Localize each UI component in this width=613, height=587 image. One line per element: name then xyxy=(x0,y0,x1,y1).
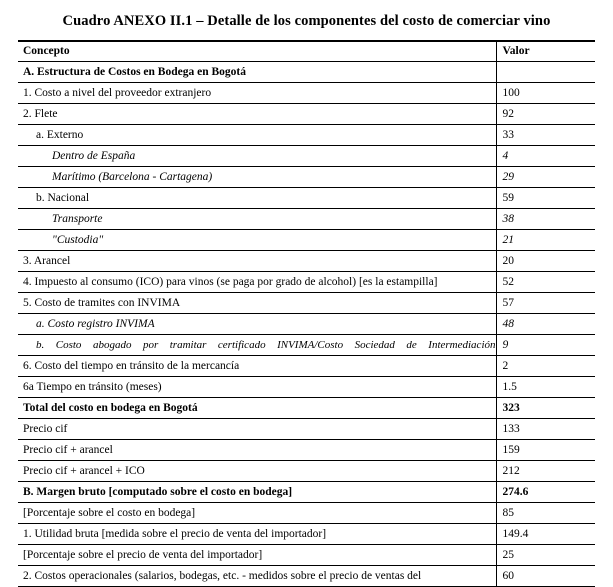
table-row xyxy=(18,146,595,167)
cell-valor: 100 xyxy=(496,83,595,104)
cell-concepto: b. Costo abogado por tramitar certificado INVIMA/Costo Sociedad de Intermediación xyxy=(18,335,496,356)
table-row xyxy=(18,377,595,398)
cell-concepto: a. Costo registro INVIMA xyxy=(18,314,496,335)
table-row xyxy=(18,461,595,482)
cell-concepto: 6a Tiempo en tránsito (meses) xyxy=(18,377,496,398)
cell-valor: 85 xyxy=(496,503,595,524)
cell-valor: 1.5 xyxy=(496,377,595,398)
cell-valor: 21 xyxy=(496,230,595,251)
table-row xyxy=(18,125,595,146)
cell-valor: 149.4 xyxy=(496,524,595,545)
table-row xyxy=(18,314,595,335)
cell-concepto: 2. Flete xyxy=(18,104,496,125)
cell-concepto: Transporte xyxy=(18,209,496,230)
cell-valor: 133 xyxy=(496,419,595,440)
cell-concepto: Precio cif + arancel xyxy=(18,440,496,461)
cell-valor: 38 xyxy=(496,209,595,230)
cell-concepto: "Custodia" xyxy=(18,230,496,251)
cell-concepto: [Porcentaje sobre el costo en bodega] xyxy=(18,503,496,524)
cell-valor: 60 xyxy=(496,566,595,587)
cell-concepto: 6. Costo del tiempo en tránsito de la mercancía xyxy=(18,356,496,377)
table-row xyxy=(18,440,595,461)
cell-valor xyxy=(496,62,595,83)
table-row xyxy=(18,419,595,440)
table-row xyxy=(18,524,595,545)
cell-valor: 2 xyxy=(496,356,595,377)
table-row xyxy=(18,251,595,272)
cell-concepto: 5. Costo de tramites con INVIMA xyxy=(18,293,496,314)
table-row xyxy=(18,83,595,104)
cell-valor: 59 xyxy=(496,188,595,209)
table-row xyxy=(18,188,595,209)
cell-valor: 33 xyxy=(496,125,595,146)
table-row xyxy=(18,356,595,377)
table-header-row xyxy=(18,41,595,62)
cell-concepto: 1. Costo a nivel del proveedor extranjero xyxy=(18,83,496,104)
cell-valor: 323 xyxy=(496,398,595,419)
table-body xyxy=(18,62,595,587)
cost-components-table xyxy=(18,40,595,587)
table-row xyxy=(18,230,595,251)
cell-concepto: a. Externo xyxy=(18,125,496,146)
cell-concepto: [Porcentaje sobre el precio de venta del importador] xyxy=(18,545,496,566)
cell-concepto: 3. Arancel xyxy=(18,251,496,272)
cell-valor: 20 xyxy=(496,251,595,272)
column-header-valor: Valor xyxy=(496,41,595,62)
page-title: Cuadro ANEXO II.1 – Detalle de los componentes del costo de comerciar vino xyxy=(62,13,551,29)
cell-concepto: B. Margen bruto [computado sobre el costo en bodega] xyxy=(18,482,496,503)
cell-concepto: 2. Costos operacionales (salarios, bodegas, etc. - medidos sobre el precio de ventas del xyxy=(18,566,496,587)
cell-valor: 159 xyxy=(496,440,595,461)
column-header-concepto: Concepto xyxy=(18,41,496,62)
table-row xyxy=(18,104,595,125)
table-row xyxy=(18,272,595,293)
cell-valor: 274.6 xyxy=(496,482,595,503)
table-row xyxy=(18,545,595,566)
cell-concepto: 4. Impuesto al consumo (ICO) para vinos (se paga por grado de alcohol) [es la estampilla] xyxy=(18,272,496,293)
table-row xyxy=(18,398,595,419)
table-row xyxy=(18,503,595,524)
cell-valor: 29 xyxy=(496,167,595,188)
cell-concepto: Dentro de España xyxy=(18,146,496,167)
table-row xyxy=(18,209,595,230)
cell-concepto: A. Estructura de Costos en Bodega en Bogotá xyxy=(18,62,496,83)
table-row xyxy=(18,566,595,587)
cell-concepto: Precio cif + arancel + ICO xyxy=(18,461,496,482)
table-row xyxy=(18,482,595,503)
table-row xyxy=(18,167,595,188)
cell-valor: 92 xyxy=(496,104,595,125)
table-header xyxy=(18,41,595,62)
cell-valor: 4 xyxy=(496,146,595,167)
cell-concepto: Total del costo en bodega en Bogotá xyxy=(18,398,496,419)
cell-concepto: 1. Utilidad bruta [medida sobre el precio de venta del importador] xyxy=(18,524,496,545)
cell-valor: 52 xyxy=(496,272,595,293)
cell-valor: 212 xyxy=(496,461,595,482)
cell-concepto: Precio cif xyxy=(18,419,496,440)
cell-concepto: b. Nacional xyxy=(18,188,496,209)
cell-valor: 25 xyxy=(496,545,595,566)
cell-valor: 48 xyxy=(496,314,595,335)
table-row xyxy=(18,335,595,356)
cell-valor: 9 xyxy=(496,335,595,356)
cell-concepto: Marítimo (Barcelona - Cartagena) xyxy=(18,167,496,188)
table-row xyxy=(18,62,595,83)
cell-valor: 57 xyxy=(496,293,595,314)
table-row xyxy=(18,293,595,314)
